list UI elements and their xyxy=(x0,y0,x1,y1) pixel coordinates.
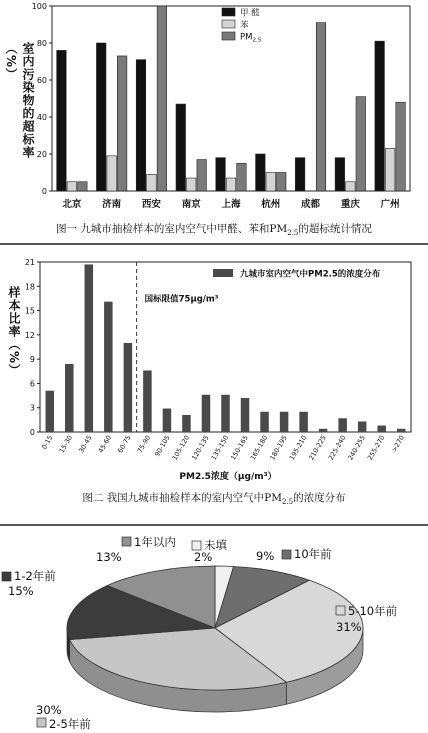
chart-2-ytick-label: 18 xyxy=(24,282,35,292)
chart-1-bar xyxy=(147,174,157,191)
pie-label: 10年前 xyxy=(294,547,332,561)
chart-1-xtick-label: 北京 xyxy=(62,199,82,210)
chart-1-panel xyxy=(0,0,428,240)
chart-2-bar xyxy=(143,370,152,432)
chart-3-svg xyxy=(0,532,428,733)
chart-2-xtick-label: 135-150 xyxy=(209,434,231,462)
chart-1-legend-label: $PM_{2.5}$ xyxy=(240,32,262,44)
divider-2 xyxy=(0,524,428,526)
chart-2-ytick-label: 6 xyxy=(29,379,35,389)
chart-1-svg xyxy=(0,0,428,222)
chart-2-caption xyxy=(0,490,428,506)
pie-percent: 31% xyxy=(336,620,362,634)
chart-2-legend-swatch xyxy=(213,269,233,277)
pie-legend-swatch xyxy=(2,572,11,581)
chart-2-bar xyxy=(280,412,289,432)
chart-1-xtick-label: 西安 xyxy=(141,199,161,210)
chart-2-bar xyxy=(85,264,94,432)
chart-1-bar xyxy=(316,23,326,191)
chart-2-ylabel: 样本比率（%） xyxy=(7,286,21,378)
chart-1-legend-label: 甲 醛 xyxy=(240,8,260,19)
chart-2-caption-main: 图二 我国九城市抽检样本的室内空气中PM xyxy=(82,492,282,504)
chart-2-xtick-label: 150-165 xyxy=(229,434,250,462)
chart-2-bar xyxy=(163,409,172,432)
chart-2-xtick-label: 105-120 xyxy=(170,434,192,462)
chart-1-xtick-label: 济南 xyxy=(102,199,122,210)
chart-1-xtick-label: 广州 xyxy=(380,199,400,210)
chart-1-bar xyxy=(276,173,286,192)
chart-2-bar xyxy=(104,302,113,432)
pie-label: 5-10年前 xyxy=(348,604,398,618)
pie-legend-swatch xyxy=(336,606,345,615)
chart-2-legend-label: 九城市室内空气中PM2.5的浓度分布 xyxy=(240,269,381,280)
chart-2-xtick-label: 255-270 xyxy=(365,434,387,462)
chart-2-xlabel: PM2.5浓度（μg/m³） xyxy=(179,472,277,482)
chart-1-caption-tail: 的超标统计情况 xyxy=(298,223,372,235)
chart-2-ytick-label: 9 xyxy=(29,355,35,365)
chart-2-xtick-label: 60-75 xyxy=(116,434,133,455)
chart-2-xtick-label: 15-30 xyxy=(57,434,75,455)
chart-2-caption-tail: 的浓度分布 xyxy=(293,492,346,504)
chart-1-ytick-label: 20 xyxy=(36,150,47,159)
pie-percent: 9% xyxy=(256,549,275,563)
chart-2-xtick-label: 30-45 xyxy=(77,434,94,455)
chart-1-bar xyxy=(335,158,345,191)
chart-1-ytick-label: 80 xyxy=(36,39,47,48)
chart-1-bar xyxy=(216,158,226,191)
chart-1-xtick-label: 上海 xyxy=(221,199,241,210)
chart-2-bar xyxy=(221,395,230,432)
pie-percent: 13% xyxy=(96,550,122,564)
chart-1-legend-swatch xyxy=(222,8,235,16)
chart-1-bar xyxy=(385,148,395,191)
chart-1-ytick-label: 60 xyxy=(36,76,47,85)
chart-2-panel xyxy=(0,250,428,520)
chart-2-ytick-label: 0 xyxy=(29,428,35,437)
chart-1-bar xyxy=(226,178,236,191)
chart-2-bar xyxy=(299,412,308,432)
chart-1-xtick-label: 南京 xyxy=(181,199,201,210)
chart-2-bar xyxy=(65,364,74,432)
chart-2-xtick-label: 75-90 xyxy=(135,434,153,455)
pie-label: 1年以内 xyxy=(134,535,176,549)
pie-label: 2-5年前 xyxy=(49,717,91,731)
chart-2-ytick-label: 21 xyxy=(24,258,35,267)
chart-1-caption-sub: 2.5 xyxy=(287,229,299,238)
chart-2-xtick-label: 45-60 xyxy=(96,434,114,455)
chart-2-xtick-label: >270 xyxy=(390,434,406,454)
chart-1-bar xyxy=(197,160,207,191)
chart-2-bar xyxy=(338,418,347,432)
chart-2-xtick-label: 210-225 xyxy=(307,434,328,462)
chart-2-xtick-label: 120-135 xyxy=(190,434,211,462)
pie-label: 1-2年前 xyxy=(14,569,56,583)
chart-1-legend-swatch xyxy=(222,32,235,40)
pie-percent: 30% xyxy=(36,703,62,717)
chart-1-caption xyxy=(0,221,428,237)
chart-1-ytick-label: 40 xyxy=(36,113,47,122)
chart-1-ytick-label: 0 xyxy=(41,187,47,196)
chart-1-bar xyxy=(107,156,117,191)
chart-1-bar xyxy=(67,182,77,191)
chart-1-bar xyxy=(396,102,406,191)
pie-percent: 2% xyxy=(194,550,213,564)
pie-label: 未填 xyxy=(204,538,227,552)
chart-2-bar xyxy=(241,398,250,432)
chart-2-xtick-label: 180-195 xyxy=(268,434,289,462)
chart-1-bar xyxy=(96,43,106,191)
chart-2-xtick-label: 90-105 xyxy=(153,434,172,458)
chart-2-bar xyxy=(358,421,367,432)
chart-2-bar xyxy=(182,415,191,432)
chart-1-bar xyxy=(256,154,265,191)
chart-2-bar xyxy=(46,391,55,432)
chart-1-bar xyxy=(157,6,167,191)
chart-2-bar xyxy=(377,426,386,432)
pie-legend-swatch xyxy=(282,550,291,559)
divider-1 xyxy=(0,243,428,245)
chart-2-ytick-label: 15 xyxy=(24,306,35,316)
chart-2-xtick-label: 165-180 xyxy=(248,434,270,462)
chart-1-xtick-label: 杭州 xyxy=(261,199,281,210)
chart-1-bar xyxy=(136,60,146,191)
chart-1-legend-swatch xyxy=(222,20,235,28)
chart-1-bar xyxy=(237,163,247,191)
chart-3-panel xyxy=(0,532,428,733)
chart-2-xtick-label: 225-240 xyxy=(326,434,348,462)
chart-1-bar xyxy=(57,50,67,191)
chart-2-ytick-label: 3 xyxy=(29,403,35,413)
chart-1-xtick-label: 重庆 xyxy=(340,199,360,210)
chart-1-bar xyxy=(176,104,186,191)
chart-2-xtick-label: 0-15 xyxy=(40,434,55,451)
chart-2-bar xyxy=(202,395,211,432)
chart-1-bar xyxy=(356,97,366,191)
chart-1-caption-main: 图一 九城市抽检样本的室内空气中甲醛、苯和PM xyxy=(56,223,288,235)
chart-2-ytick-label: 12 xyxy=(24,330,35,340)
chart-2-bar xyxy=(124,343,133,432)
chart-1-bar xyxy=(295,158,305,191)
chart-1-ytick-label: 100 xyxy=(31,2,47,11)
pie-percent: 15% xyxy=(8,584,34,598)
chart-1-bar xyxy=(117,56,127,191)
chart-1-ylabel: 室内污染物的超标率（%） xyxy=(4,42,35,159)
pie-legend-swatch xyxy=(37,718,46,727)
chart-1-legend-label: 苯 xyxy=(240,20,249,31)
chart-2-svg xyxy=(0,250,428,486)
chart-2-xtick-label: 240-255 xyxy=(346,434,367,462)
pie-legend-swatch xyxy=(192,541,201,550)
chart-1-bar xyxy=(266,173,276,192)
chart-2-xtick-label: 195-210 xyxy=(287,434,309,462)
chart-2-caption-sub: 2.5 xyxy=(282,498,294,507)
chart-2-bar xyxy=(260,412,269,432)
chart-2-annotation: 国标限值75μg/m³ xyxy=(144,294,219,305)
chart-2-bar xyxy=(319,429,328,432)
chart-1-bar xyxy=(375,41,385,191)
pie-legend-swatch xyxy=(122,537,131,546)
chart-1-xtick-label: 成都 xyxy=(301,199,321,210)
chart-1-bar xyxy=(346,182,356,191)
chart-2-bar xyxy=(397,429,406,432)
chart-1-bar xyxy=(186,178,196,191)
chart-1-bar xyxy=(78,182,88,191)
